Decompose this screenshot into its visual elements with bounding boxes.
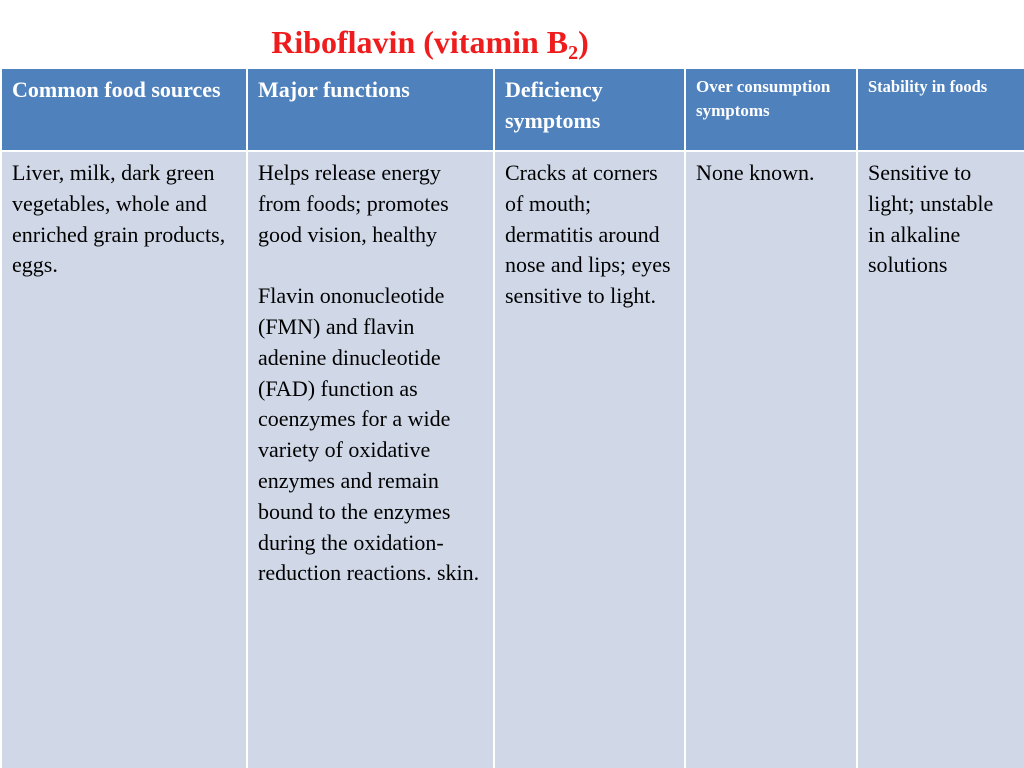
cell-deficiency-symptoms: Cracks at corners of mouth; dermatitis around nose and lips; eyes sensitive to light. bbox=[495, 152, 684, 768]
cell-over-consumption: None known. bbox=[686, 152, 856, 768]
functions-paragraph-2: Flavin ononucleotide (FMN) and flavin adenine dinucleotide (FAD) function as coenzymes for a wide variety of oxidative enzymes and remain bound to the enzymes during the oxidation-reduction reactions. skin. bbox=[258, 283, 480, 586]
header-major-functions: Major functions bbox=[248, 69, 493, 150]
header-deficiency-symptoms: Deficiency symptoms bbox=[495, 69, 684, 150]
paragraph-gap bbox=[258, 250, 483, 281]
cell-food-sources: Liver, milk, dark green vegetables, whole and enriched grain products, eggs. bbox=[2, 152, 246, 768]
cell-major-functions bbox=[248, 152, 493, 768]
title-subscript: 2 bbox=[568, 42, 579, 64]
header-stability: Stability in foods bbox=[858, 69, 1024, 150]
cell-stability: Sensitive to light; unstable in alkaline solutions bbox=[858, 152, 1024, 768]
title-text: Riboflavin (vitamin B bbox=[271, 24, 569, 60]
nutrition-table bbox=[2, 69, 1024, 768]
functions-paragraph-1: Helps release energy from foods; promotes good vision, healthy bbox=[258, 160, 449, 247]
slide-title bbox=[0, 22, 860, 62]
header-over-consumption: Over consumption symptoms bbox=[686, 69, 856, 150]
title-close: ) bbox=[578, 24, 589, 60]
header-food-sources: Common food sources bbox=[2, 69, 246, 150]
